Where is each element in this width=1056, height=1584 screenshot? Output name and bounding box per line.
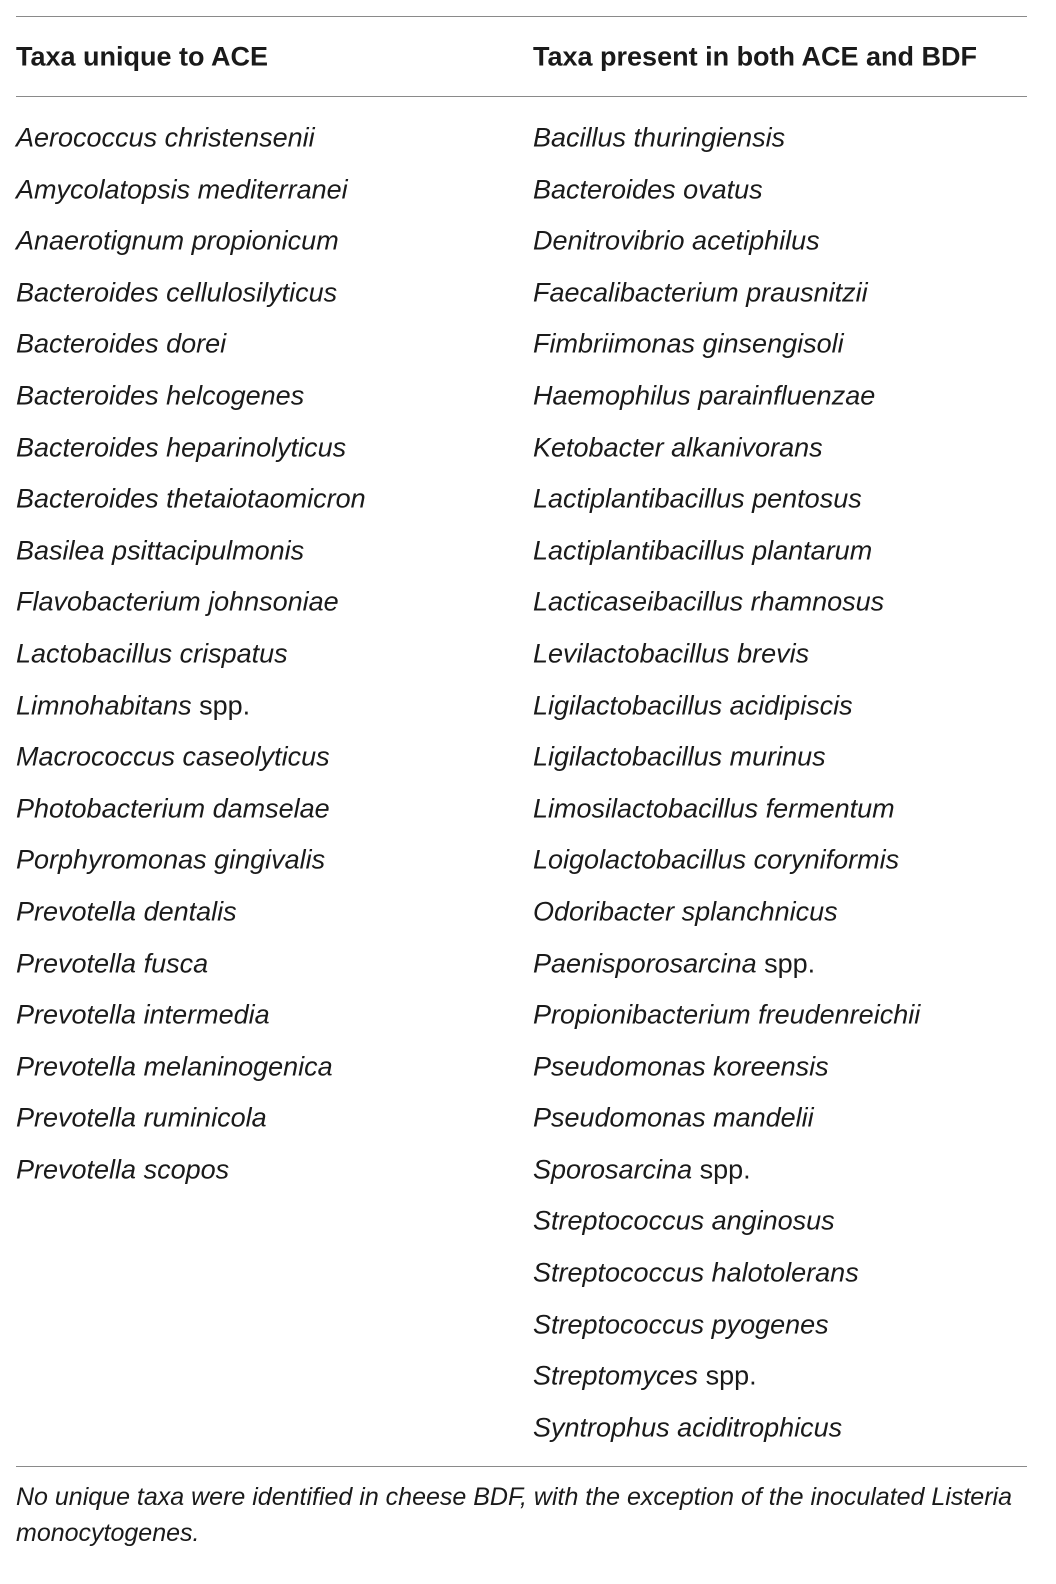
taxon-name: Macrococcus caseolyticus xyxy=(16,741,330,772)
taxon-entry xyxy=(16,328,227,359)
taxon-name: Anaerotignum propionicum xyxy=(16,225,339,256)
taxon-name: Streptococcus pyogenes xyxy=(533,1309,829,1340)
taxon-entry xyxy=(533,1102,814,1133)
taxon-name: Pseudomonas mandelii xyxy=(533,1102,814,1133)
taxon-entry xyxy=(533,176,763,203)
taxon-entry xyxy=(16,483,366,514)
taxon-entry xyxy=(16,382,304,409)
taxon-entry xyxy=(533,483,862,514)
header-present-in-both: Taxa present in both ACE and BDF xyxy=(533,41,978,72)
taxon-entry xyxy=(16,434,346,461)
taxon-entry xyxy=(16,176,348,203)
taxon-entry xyxy=(533,692,853,719)
table-footnote: No unique taxa were identified in cheese BDF, with the exception of the inoculated Listeria monocytogenes. xyxy=(16,1483,1012,1547)
taxon-entry xyxy=(16,795,330,822)
table-header xyxy=(16,17,1027,96)
taxon-entry xyxy=(533,1311,829,1338)
taxon-name: Fimbriimonas ginsengisoli xyxy=(533,328,844,359)
taxon-name: Aerococcus christensenii xyxy=(16,122,315,153)
taxon-name: Lactiplantibacillus pentosus xyxy=(533,483,862,514)
taxon-name: Haemophilus parainfluenzae xyxy=(533,380,876,411)
taxon-name: Denitrovibrio acetiphilus xyxy=(533,225,820,256)
taxon-name: Streptomyces xyxy=(533,1360,699,1391)
taxon-name: Levilactobacillus brevis xyxy=(533,638,810,669)
taxon-name: Prevotella ruminicola xyxy=(16,1102,267,1133)
taxon-entry xyxy=(533,898,838,925)
taxon-name: Bacteroides helcogenes xyxy=(16,380,305,411)
taxon-entry xyxy=(533,586,885,617)
taxon-entry xyxy=(16,844,326,875)
taxon-entry xyxy=(16,279,337,306)
taxon-entry xyxy=(533,537,872,564)
taxon-name: Bacillus thuringiensis xyxy=(533,122,786,153)
taxon-entry xyxy=(533,1156,751,1183)
taxon-entry xyxy=(533,1205,835,1236)
taxon-name: Prevotella melaninogenica xyxy=(16,1051,333,1082)
taxon-name: Porphyromonas gingivalis xyxy=(16,844,326,875)
taxon-name: Amycolatopsis mediterranei xyxy=(16,174,348,205)
taxon-name: Prevotella dentalis xyxy=(16,896,237,927)
taxon-suffix: spp. xyxy=(698,1360,757,1391)
taxon-suffix: spp. xyxy=(756,948,816,978)
taxon-suffix: spp. xyxy=(191,690,251,721)
taxon-entry xyxy=(533,1360,757,1391)
taxon-name: Bacteroides thetaiotaomicron xyxy=(16,483,366,514)
taxon-name: Prevotella fusca xyxy=(16,948,209,978)
taxon-name: Loigolactobacillus coryniformis xyxy=(533,844,900,875)
taxon-name: Faecalibacterium prausnitzii xyxy=(533,277,868,308)
taxa-table xyxy=(16,16,1027,1551)
taxon-name: Streptococcus halotolerans xyxy=(533,1257,859,1288)
taxon-name: Basilea psittacipulmonis xyxy=(16,535,305,566)
taxon-entry xyxy=(533,1053,829,1080)
table-bottom-rule xyxy=(16,1466,1027,1467)
taxon-entry xyxy=(16,1053,333,1080)
taxon-entry xyxy=(16,586,339,617)
taxon-entry xyxy=(16,122,315,153)
taxon-entry xyxy=(533,328,844,359)
taxon-name: Lacticaseibacillus rhamnosus xyxy=(533,586,885,617)
taxon-entry xyxy=(533,279,868,306)
taxon-name: Bacteroides cellulosilyticus xyxy=(16,277,338,308)
taxon-name: Pseudomonas koreensis xyxy=(533,1051,829,1082)
taxon-entry xyxy=(533,122,786,153)
taxon-name: Photobacterium damselae xyxy=(16,793,330,824)
taxon-name: Limosilactobacillus fermentum xyxy=(533,793,895,824)
taxon-name: Bacteroides ovatus xyxy=(533,174,763,205)
taxon-entry xyxy=(533,1414,842,1441)
taxon-entry xyxy=(16,692,250,719)
table-body xyxy=(16,97,1027,1466)
taxon-suffix: spp. xyxy=(692,1154,751,1185)
taxon-name: Paenisporosarcina xyxy=(533,948,757,978)
taxon-name: Bacteroides heparinolyticus xyxy=(16,432,347,463)
taxon-entry xyxy=(16,1156,229,1183)
taxon-entry xyxy=(533,1257,859,1288)
taxon-name: Lactiplantibacillus plantarum xyxy=(533,535,873,566)
taxon-name: Flavobacterium johnsoniae xyxy=(16,586,339,617)
taxon-entry xyxy=(533,844,900,875)
taxon-entry xyxy=(16,741,330,772)
header-unique-to-ace: Taxa unique to ACE xyxy=(16,41,269,72)
taxon-name: Sporosarcina xyxy=(533,1154,693,1185)
taxon-name: Prevotella scopos xyxy=(16,1154,230,1185)
taxon-entry xyxy=(533,950,815,977)
taxon-entry xyxy=(16,225,339,256)
taxon-entry xyxy=(16,537,304,564)
taxon-entry xyxy=(16,1102,267,1133)
taxon-name: Ligilactobacillus murinus xyxy=(533,741,826,772)
taxon-name: Streptococcus anginosus xyxy=(533,1205,835,1236)
taxon-name: Limnohabitans xyxy=(16,690,192,721)
taxon-name: Prevotella intermedia xyxy=(16,999,270,1030)
taxon-name: Bacteroides dorei xyxy=(16,328,227,359)
taxon-entry xyxy=(16,640,288,667)
taxon-entry xyxy=(16,950,208,977)
taxon-name: Ligilactobacillus acidipiscis xyxy=(533,690,853,721)
taxon-entry xyxy=(16,999,270,1030)
taxon-entry xyxy=(533,999,921,1030)
taxon-entry xyxy=(533,741,826,772)
taxon-name: Ketobacter alkanivorans xyxy=(533,432,823,463)
taxon-entry xyxy=(533,382,875,409)
taxon-name: Lactobacillus crispatus xyxy=(16,638,288,669)
taxon-entry xyxy=(533,795,895,822)
taxon-entry xyxy=(16,898,237,925)
taxon-entry xyxy=(533,434,823,461)
taxon-name: Syntrophus aciditrophicus xyxy=(533,1412,843,1443)
taxon-entry xyxy=(533,225,820,256)
taxon-name: Propionibacterium freudenreichii xyxy=(533,999,921,1030)
taxon-name: Odoribacter splanchnicus xyxy=(533,896,838,927)
taxon-entry xyxy=(533,640,809,667)
